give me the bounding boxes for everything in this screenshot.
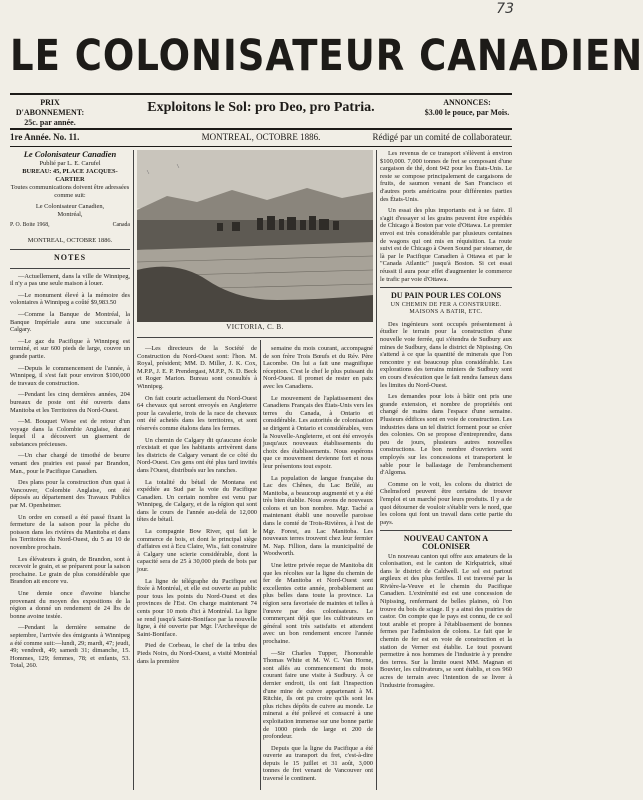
issue-date: MONTREAL, OCTOBRE 1886. (201, 132, 321, 142)
divider (10, 249, 130, 250)
article-paragraph: La population de langue française du Lac des Chênes, du Lac Brûlé, au Manitoba, a beaucoup augmenté et y a été très bien établie. Nous avons de nouveaux colons et un bon nombre. Mgr. Taché a maintenant établi une nouvelle paroisse dans le comté de Trois-Rivières, à l'est de Mgr. Forest, au Lac Manitoba. Les nouveaux terres trouvent chez leur fermier M. Nap. Fillion, dans la municipalité de Woodworth. (263, 474, 373, 558)
dateline (10, 132, 512, 146)
motto: Exploitons le Sol: pro Deo, pro Patria. (147, 100, 375, 115)
article-paragraph: —Sir Charles Tupper, l'honorable Thomas White et M. W. C. Van Horne, sont allés au commencement du mois courant faire une visite à Sudbury. À ce dernier endroit, ils ont fait l'inspection d'une mine de cuivre appartenant à M. Ritchie, ils ont pu croire qu'ils sont les plus riches dépôts de cuivre au monde. Le minerai a été prélevé et consacré à une exploitation immense sur une bonne partie de 1000 pieds de large et 200 de profondeur. (263, 649, 373, 741)
subscription-box (10, 98, 90, 128)
column-3 (263, 345, 373, 790)
article-paragraph: Depuis que la ligne du Pacifique a été ouverte au transport du fret, c'est-à-dire depuis le 15 juillet et 31 août, 3,000 tonnes de fret venant de Vancouver ont traversé le continent. (263, 744, 373, 783)
divider (380, 287, 512, 288)
subscription-price: 25c. par année. (24, 118, 76, 127)
note-item: —Un char chargé de timothé de beurre venant des prairies est passé par Brandon, Man., pour le Pacifique Canadien. (10, 452, 130, 475)
masthead-title: LE COLONISATEUR CANADIEN (10, 30, 643, 81)
ads-box (422, 98, 512, 118)
subheader-bar (10, 96, 512, 130)
article-paragraph: semaine du mois courant, accompagné de son frère Trois Bœufs et du Rév. Père Lacombe. On lui a fait une magnifique réception. C'est le chef le plus puissant du Nord-Ouest. Il promet de rester en paix avec les Canadiens. (263, 345, 373, 390)
article-paragraph: Le mouvement de l'aplatissement des Canadiens Français des États-Unis vers les terres du Canada, à Ontario et considérable. Les autorités de colonisation se dirigent à Ontario et considérables, vers la Nouvelle-Angleterre, et ont été envoyés jusqu'aux nouveaux établissements du choix des établissements. Nous espérons que ce mouvement devienne fort et nous leur présentons tout espoir. (263, 394, 373, 470)
article-heading-bread: DU PAIN POUR LES COLONS (390, 291, 502, 301)
issue-number: 1re Année. No. 11. (10, 132, 80, 142)
column-rule (260, 340, 261, 790)
article-paragraph: La compagnie Bow River, qui fait le commerce de bois, et dont le principal siège d'affaires est à Ecu Claire, Wis., fait construire à Calgary une scierie considérable, dont la capacité sera de 25 à 30,000 pieds de bois par jour. (137, 528, 257, 574)
note-item: Les élévateurs à grain, de Brandon, sont à recevoir le grain, et se préparent pour la saison prochaine. Le grain de plus considérable que Brandon ait encore vu. (10, 555, 130, 586)
article-paragraph: Des ingénieurs sont occupés présentement à étudier le terrain pour la construction d'une nouvelle voie ferrée, qui s'étendra de Sudbury aux mines de Sudbury, dans le district de Nipissing. On s'attend à ce que la quantité de minerais que l'on rencontre y est beaucoup plus considérable. Les explorations des terrains miniers de Sudbury sont en cours d'exécution que le fait rendra fameux dans les limites du Nord-Ouest. (380, 320, 512, 389)
illustration-rule (137, 337, 373, 338)
note-item: —Comme la Banque de Montréal, la Banque Impériale aura une succursale à Calgary. (10, 310, 130, 334)
column-1 (10, 150, 130, 790)
editorial-note: Rédigé par un comité de collaborateur. (372, 132, 512, 142)
note-item: —M. Bouquet Wiese est de retour d'un voyage dans la Colombie Anglaise, durant lequel il a découvert un gisement de substances précieuses. (10, 418, 130, 448)
article-heading-canton: NOUVEAU CANTON A COLONISER (403, 534, 489, 551)
article-paragraph: La ligne de télégraphe du Pacifique est fixée à Montréal, et elle est ouverte au public pour tous les points du Nord-Ouest et des provinces de l'Est. On charge maintenant 74 cents pour 10 mots d'ici à Montréal. La ligne se rend jusqu'à Saint-Boniface par la nouvelle ligne, à été ouverte par Mgr. l'Archevêque de Saint-Boniface. (137, 577, 257, 638)
article-paragraph: Comme on le voit, les colons du district de Chelmsford peuvent être certains de trouver l'emploi et un marché pour leurs produits. Il y a de quoi détourner de vouloir s'établir vers le nord, que les colons qui font un travail dans cette partie du pays. (380, 480, 512, 526)
note-item: —Le gaz du Pacifique à Winnipeg est terminé, et sur 600 pieds de large, couvre un grande partie. (10, 337, 130, 360)
illustration (137, 150, 373, 330)
column-rule (376, 150, 377, 790)
office-address: BUREAU: 45, PLACE JACQUES-CARTIER (22, 168, 118, 183)
divider (380, 530, 512, 531)
article-subheading: UN CHEMIN DE FER A CONSTRUIRE. MAISONS A BATIR, ETC. (390, 301, 502, 316)
note-item: —Actuellement, dans la ville de Winnipeg, il n'y a pas une seule maison à louer. (10, 272, 130, 288)
column-2 (137, 345, 257, 790)
dateline-rule (10, 146, 512, 147)
publisher-box-title: Le Colonisateur Canadien (23, 149, 117, 159)
article-paragraph: Un essai des plus importants est à se faire. Il s'agit d'essayer si les grains peuvent être expédiés de Chicago à Boston par voie d'Ottawa. Le premier envoi est très considérable par plusieurs centaines de wagons qui ont mis en réquisition. La route suivi est de Chicago à Owen Sound par steamer, de là par le Pacifique Canadien à Ottawa et par le "Canada Atlantic" jusqu'à Boston. Si cet essai réussit il aura pour effet d'augmenter le commerce le trafic par voie d'Ottawa. (380, 207, 512, 283)
note-item: Des plans pour la construction d'un quai à Vancouver, Colombie Anglaise, ont été déposés au département des Travaux Publics par M. Openheimer. (10, 479, 130, 510)
article-paragraph: On fait courir actuellement du Nord-Ouest 64 chevaux qui seront envoyés en Angleterre pour la cavalerie, trois de la race de chevaux ont été achetés dans les territoires, et sont réservés comme étalons dans les fermes. (137, 394, 257, 432)
subheader-rule (10, 128, 512, 130)
subscription-label: PRIX D'ABONNEMENT: (15, 98, 85, 117)
mailing-country: Canada (112, 222, 130, 228)
publisher-box-date: MONTREAL, OCTOBRE 1886. (27, 237, 113, 244)
ads-label: ANNONCES: (443, 98, 491, 107)
victoria-engraving (137, 150, 373, 322)
note-item: Un ordre en conseil a été passé fixant la fermeture de la saison pour la pêche du poisson dans les rivières du Manitoba et dans les Territoires du Nord-Ouest, du 5 au 10 de novembre prochain. (10, 513, 130, 551)
article-paragraph: Les revenus de ce transport s'élèvent à environ $100,000. 7,000 tonnes de fret se composant d'une cargaison de thé, dont 942 pour les États-Unis. Le reste se compose principalement de cargaisons de fruits, de saumon venant de San Francisco et d'autres ports américains pour différentes parties des États-Unis. (380, 150, 512, 203)
note-item: —Le monument élevé à la mémoire des volontaires à Winnipeg a coûté $9,983.50 (10, 291, 130, 307)
page-number: 73 (496, 1, 514, 17)
publisher-box (10, 150, 130, 245)
correspondence-note: Toutes communications doivent être adressées comme suit: (10, 184, 130, 199)
note-item: —Depuis le commencement de l'année, à Winnipeg, il s'est fait pour environ $100,000 de travaux de construction. (10, 364, 130, 387)
illustration-caption: VICTORIA, C. B. (226, 323, 284, 331)
article-paragraph: Un nouveau canton qui offre aux amateurs de la colonisation, est le canton de Kirkpatrick, situé dans le district de Caldwell. Le sol est partout argileux et des plus fertiles. Il est traversé par la Rivière-la-Veuve et le chemin du Pacifique Canadien. L'extrémité est est une concession de Nipissing, renfermant de belles plaines, où l'on trouve du bois de sciage. Il y a ainsi des prairies de castor. On compte que le pays est connu, de ce sol tout arable et propre à l'établissement de bonnes fermes par l'admission de colons. Le fait que le chemin de fer est en voie de construction et la station de Verner est établie. Le tout pouvant permettre à nos hommes de l'industrie à y prendre des terres. Sur la limite ouest MM. Magnan et Bouvier, les cultivateurs, se sont établis, et ces 960 acres de terrain avec l'intention de se livrer à l'industrie fromagère. (380, 552, 512, 689)
article-paragraph: Une lettre privée reçue de Manitoba dit que les récoltes sur la ligne du chemin de fer de Manitoba et Nord-Ouest sont excellentes cette année, probablement au plus belles dans toute la province. La région sera favorisée de maintes et telles à l'œuvre par des colonisateurs. Le commerçant déjà que les cultivateurs en général sont très satisfaits et attendent avec un bon rendement encore l'année prochaine. (263, 562, 373, 645)
note-item: —Pendant les cinq dernières années, 204 bureaux de poste ont été ouverts dans Manitoba et les Territoires du Nord-Ouest. (10, 391, 130, 414)
publisher-name: Publié par L. E. Carufel (39, 160, 101, 167)
divider (10, 268, 130, 269)
article-paragraph: Pied de Corbeau, le chef de la tribu des Pieds Noirs, du Nord-Ouest, a visité Montréal dans la première (137, 642, 257, 665)
ads-price: $3.00 le pouce, par Mois. (424, 108, 510, 117)
article-paragraph: Les demandes pour lots à bâtir ont pris une grande extension, et nombre de propriétés ont changé de mains dans l'espace d'une semaine. Plusieurs édifices sont en voie de construction. Les industries dans un tel district forment pour se créer des colonies. On se propose d'entreprendre, dans peu de jours, plusieurs autres nouvelles constructions. Le bon nombre d'ouvriers sont employés sur les concessions et transportent le sable pour le ballastage de l'embranchement d'Algoma. (380, 393, 512, 477)
article-paragraph: —Les directeurs de la Société de Construction du Nord-Ouest sont: l'hon. M. Royal, président; MM. D. Miller, J. K. Cox, M.P.P., J. E. P. Prendergast, M.P.P., N. D. Beck et Roger Marion. Bureau sont consultés à Winnipeg. (137, 345, 257, 390)
note-item: —Pendant la dernière semaine de septembre, l'arrivée des émigrants à Winnipeg a été comme suit:—lundi, 29; mardi, 47; jeudi, 49; vendredi, 49; samedi 31; dimanche, 15. Hommes, 129; femmes, 78; et enfants, 53. Total, 260. (10, 624, 130, 670)
column-rule (133, 150, 134, 790)
masthead-rule (10, 93, 512, 95)
mailing-meta (10, 221, 130, 229)
notes-heading: NOTES (53, 253, 87, 262)
po-box: P. O. Boite 1968, (10, 222, 50, 228)
mailing-name: Le Colonisateur Canadien, (35, 203, 105, 210)
mailing-city: Montréal, (57, 211, 83, 218)
column-4 (380, 150, 512, 790)
article-paragraph: La totalité du bétail de Montana est expédiée au Sud par la voie du Pacifique Canadien. Un certain nombre est venu par Winnipeg, de Calgary, et de la région qui sont dans le cours de l'année au-delà de 12,000 têtes de bétail. (137, 478, 257, 524)
article-paragraph: Un chemin de Calgary dit qu'aucune école n'existait et que les habitants arrivèrent dans les districts de Calgary venant de ce côté du Nord-Ouest. Ces gens ont été plus tard invités dans l'Ouest, distribués sur les ranches. (137, 436, 257, 474)
note-item: Une demie once d'avoine blanche provenant du moyen des expositions de la région a donné un rendement de 24 lbs de bonne avoine testée. (10, 589, 130, 620)
